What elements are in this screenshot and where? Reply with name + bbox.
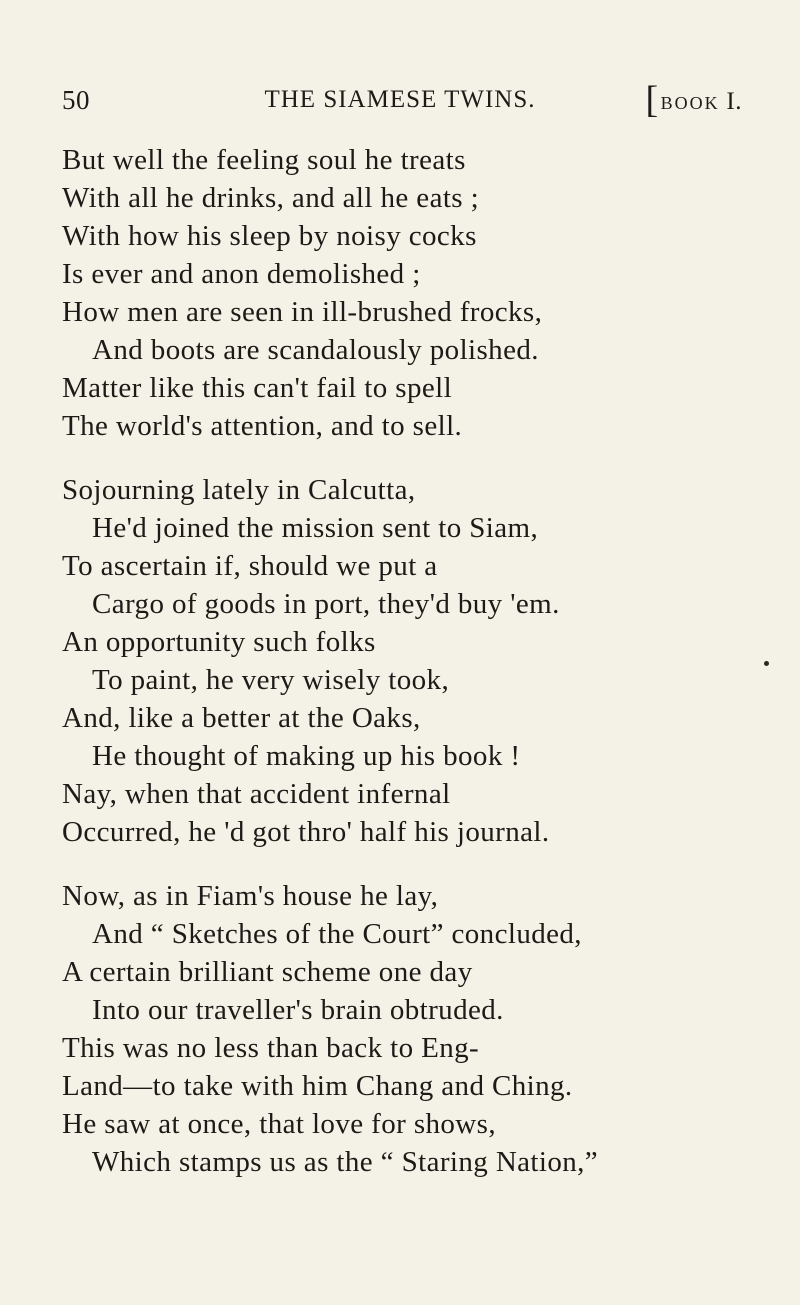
verse-line: Matter like this can't fail to spell <box>62 372 453 404</box>
book-label: BOOK <box>660 93 720 113</box>
verse-line: Is ever and anon demolished ; <box>62 258 421 290</box>
verse-line: He thought of making up his book ! <box>92 740 521 772</box>
verse-line: But well the feeling soul he treats <box>62 144 466 176</box>
running-title: THE SIAMESE TWINS. <box>264 86 536 113</box>
verse-line: A certain brilliant scheme one day <box>62 956 473 988</box>
verse-line: An opportunity such folks <box>62 626 376 658</box>
verse-line: Sojourning lately in Calcutta, <box>62 474 416 506</box>
verse-line: Which stamps us as the “ Staring Nation,” <box>92 1146 599 1178</box>
verse-line: To paint, he very wisely took, <box>92 664 450 696</box>
verse-line: And boots are scandalously polished. <box>92 334 539 366</box>
verse-line: And “ Sketches of the Court” concluded, <box>92 918 582 950</box>
verse-line: Into our traveller's brain obtruded. <box>92 994 504 1026</box>
verse-line: With how his sleep by noisy cocks <box>62 220 477 252</box>
verse-line: Nay, when that accident infernal <box>62 778 451 810</box>
verse-line: This was no less than back to Eng- <box>62 1032 480 1064</box>
page-header <box>62 79 742 121</box>
book-marker <box>646 80 743 123</box>
verse-line: How men are seen in ill-brushed frocks, <box>62 296 543 328</box>
book-bracket: [ <box>645 79 659 121</box>
verse-line: Land—to take with him Chang and Ching. <box>62 1070 573 1102</box>
verse-line: Now, as in Fiam's house he lay, <box>62 880 439 912</box>
verse-line: With all he drinks, and all he eats ; <box>62 182 480 214</box>
verse-line: The world's attention, and to sell. <box>62 410 463 442</box>
book-roman-numeral: I. <box>726 88 742 115</box>
verse-line: He'd joined the mission sent to Siam, <box>92 512 539 544</box>
margin-speck <box>764 661 769 666</box>
page-number: 50 <box>62 85 90 115</box>
verse-line: To ascertain if, should we put a <box>62 550 438 582</box>
verse-line: Occurred, he 'd got thro' half his journal. <box>62 816 550 848</box>
verse-line: Cargo of goods in port, they'd buy 'em. <box>92 588 560 620</box>
verse-line: And, like a better at the Oaks, <box>62 702 421 734</box>
verse-line: He saw at once, that love for shows, <box>62 1108 496 1140</box>
